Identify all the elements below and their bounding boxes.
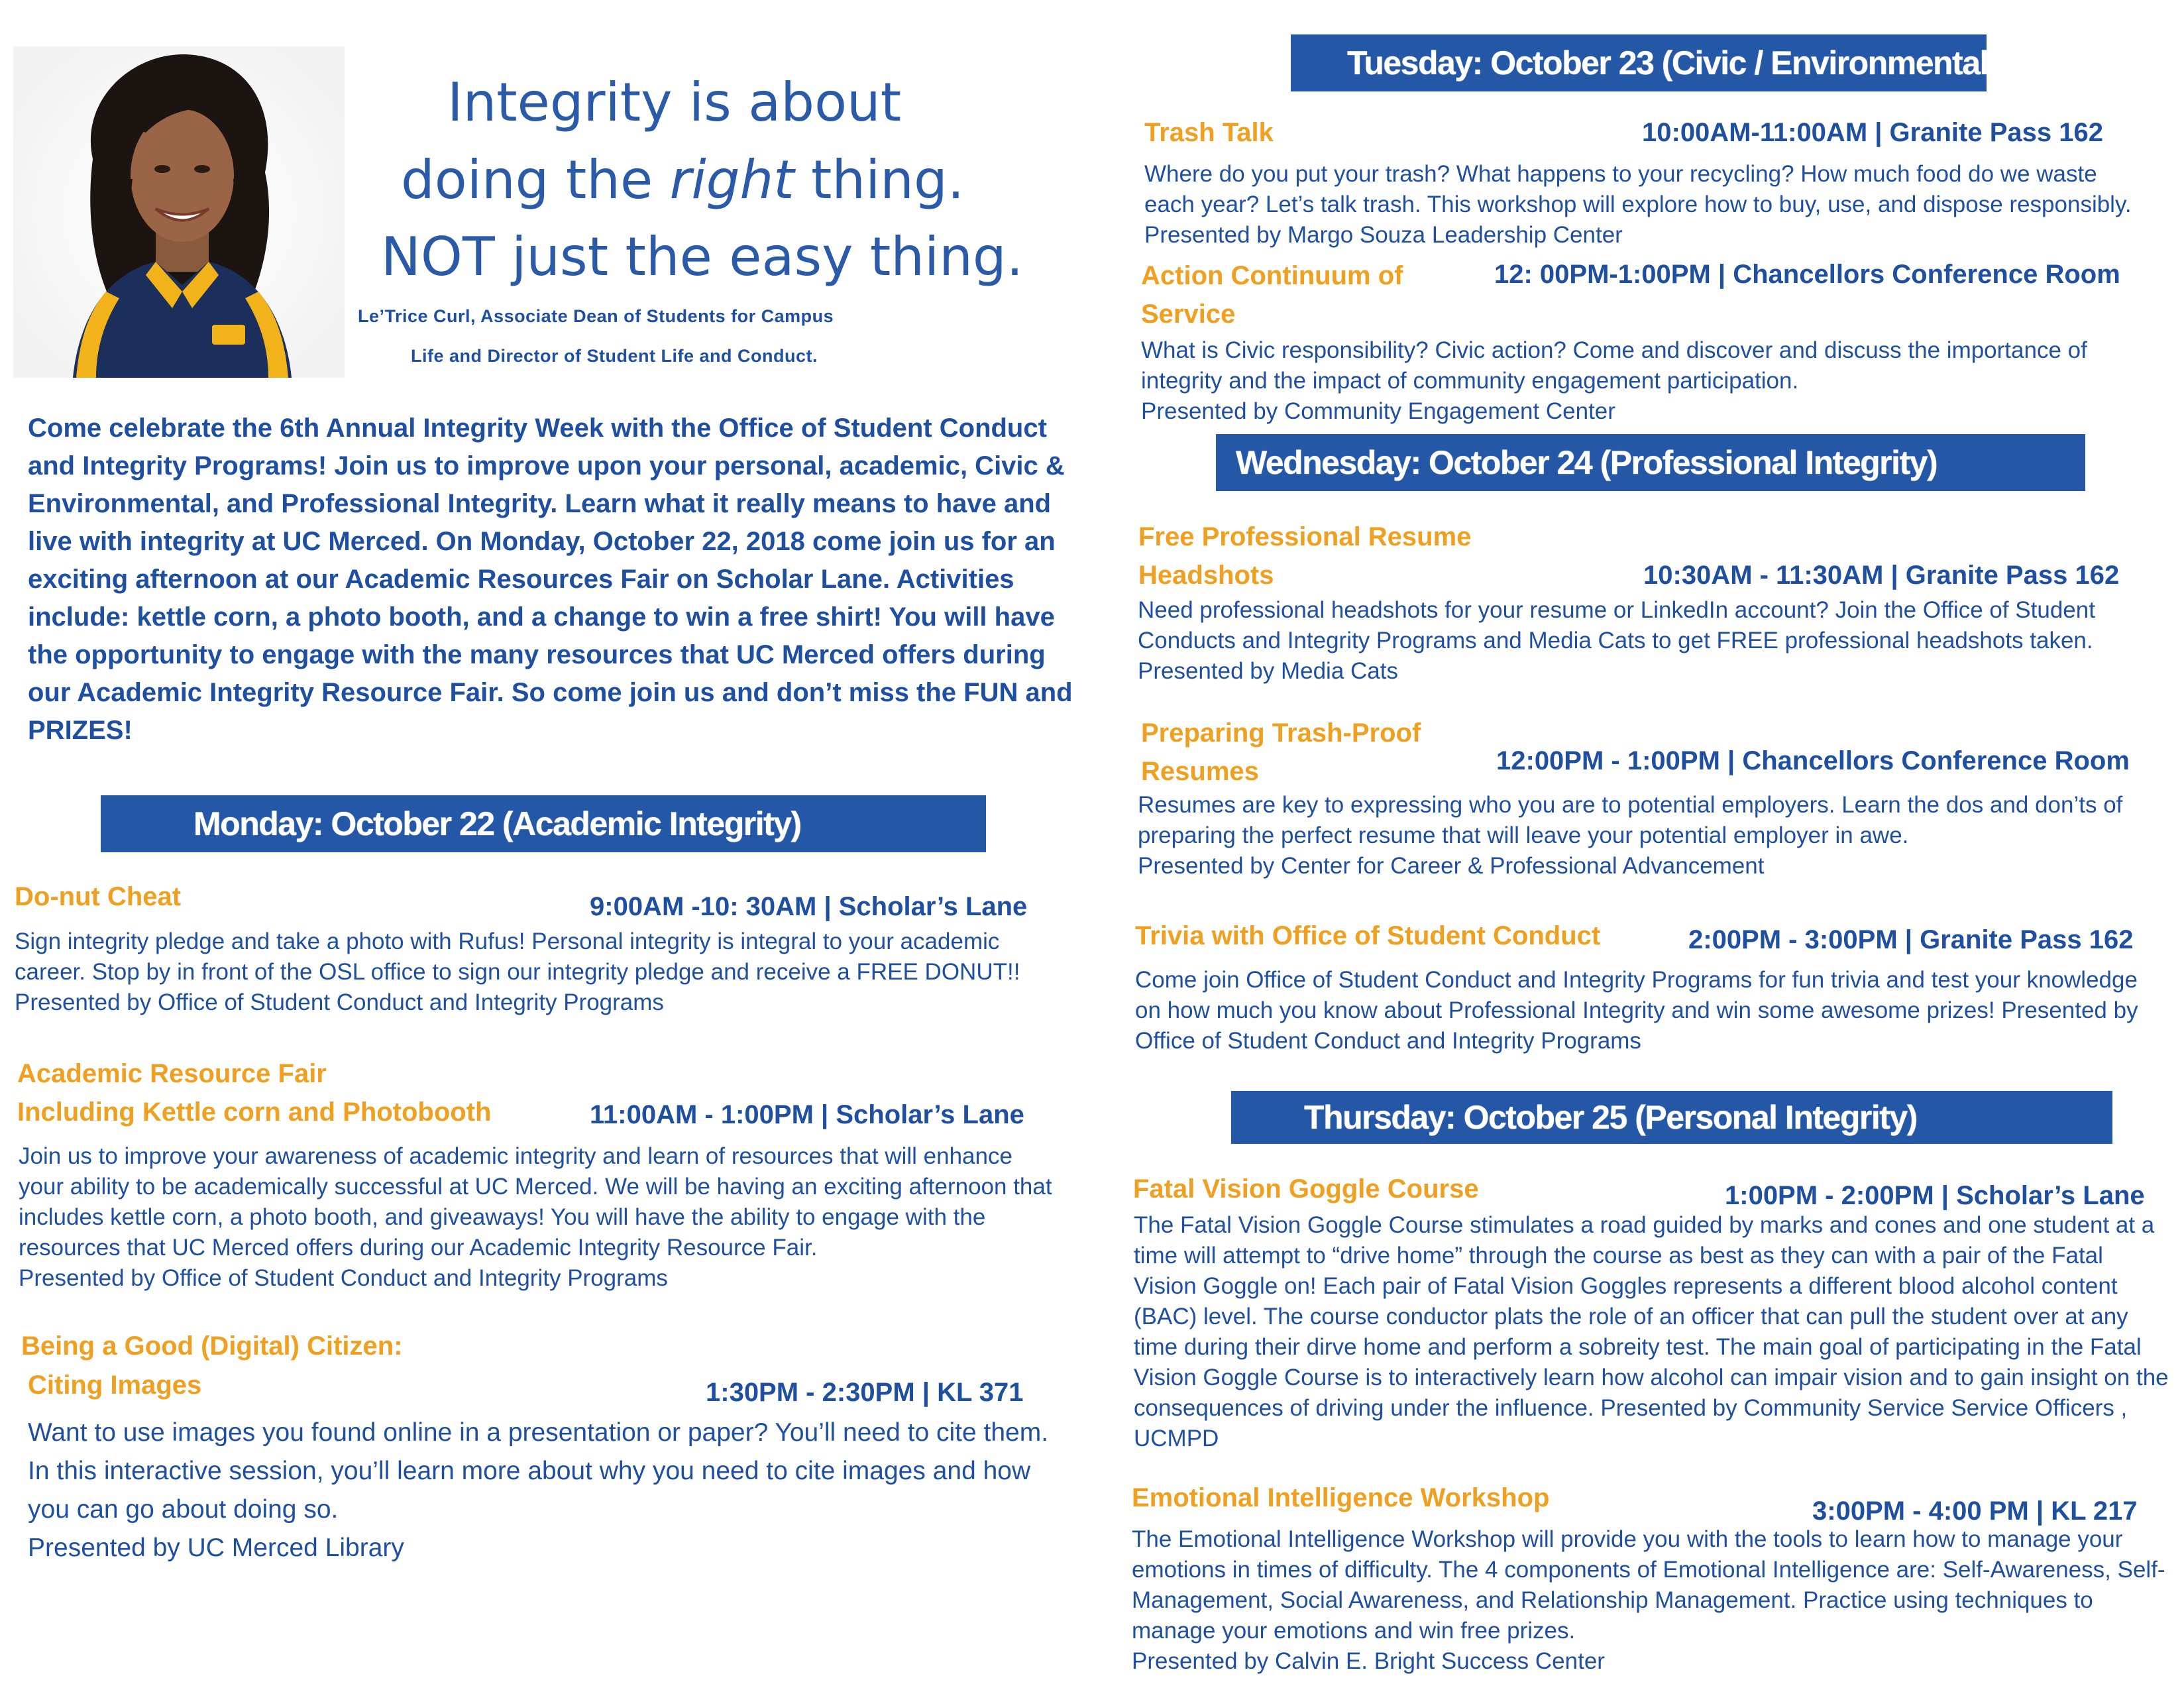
event-description-text: Resumes are key to expressing who you are to potential employers. Learn the dos and don’ts of preparing the perfect resume that will leave your potential employer in awe. <box>1138 792 2123 848</box>
portrait-illustration <box>13 46 345 378</box>
event-presenter: Presented by Office of Student Conduct and Integrity Programs <box>19 1265 668 1291</box>
event-title-line-2: Service <box>1141 300 1236 329</box>
event-description-text: Need professional headshots for your resume or LinkedIn account? Join the Office of Student Conducts and Integrity Programs and Media Cats to get FREE professional headshots taken. Presented by Media Cats <box>1138 597 2095 684</box>
event-description-text: Join us to improve your awareness of academic integrity and learn of resources that will enhance your ability to be academically successful at UC Merced. We will be having an exciting afternoon that includes kettle corn, a photo booth, and giveaways! You will have the ability to engage with the resources that UC Merced offers during our Academic Integrity Resource Fair. <box>19 1143 1052 1261</box>
event-presenter: Presented by Calvin E. Bright Success Center <box>1132 1648 1605 1674</box>
quote-emphasis: right <box>669 149 794 211</box>
wednesday-header-bar: Wednesday: October 24 (Professional Integrity) <box>1216 434 2085 491</box>
event-description <box>1132 1524 2165 1677</box>
event-title: Emotional Intelligence Workshop <box>1132 1483 1550 1512</box>
event-description-text: Sign integrity pledge and take a photo with Rufus! Personal integrity is integral to your academic career. Stop by in front of the OSL office to sign our integrity pledge and receive a FREE DONUT!! <box>15 929 1020 985</box>
event-description <box>1138 790 2158 881</box>
event-time: 12:00PM - 1:00PM | Chancellors Conference Room <box>1496 746 2130 775</box>
event-title: Trivia with Office of Student Conduct <box>1135 921 1601 950</box>
quote-line-2 <box>401 149 965 211</box>
event-time: 12: 00PM-1:00PM | Chancellors Conference Room <box>1494 260 2120 289</box>
event-description <box>28 1414 1062 1567</box>
event-time: 1:30PM - 2:30PM | KL 371 <box>706 1378 1024 1407</box>
event-title: Do-nut Cheat <box>15 882 182 911</box>
quote-line-2-start: doing the <box>401 149 670 211</box>
event-title-line-1: Being a Good (Digital) Citizen: <box>21 1331 403 1361</box>
quote-attribution-1: Le’Trice Curl, Associate Dean of Students for Campus <box>358 306 834 326</box>
event-presenter: Presented by Center for Career & Professional Advancement <box>1138 853 1765 879</box>
thursday-header-bar: Thursday: October 25 (Personal Integrity) <box>1231 1091 2112 1144</box>
event-title-line-2: Citing Images <box>28 1371 202 1400</box>
event-title-line-2: Resumes <box>1141 757 1259 786</box>
event-description <box>15 927 1068 1018</box>
event-time: 2:00PM - 3:00PM | Granite Pass 162 <box>1688 925 2134 954</box>
event-time: 3:00PM - 4:00 PM | KL 217 <box>1812 1496 2138 1526</box>
event-title-line-1: Preparing Trash-Proof <box>1141 718 1421 748</box>
event-description-text: The Emotional Intelligence Workshop will provide you with the tools to learn how to manage your emotions in times of difficulty. The 4 components of Emotional Intelligence are: Self-Awareness, Self-Management, Social Awareness, and Relationship Management. Practice using techniques to manage your emotions and win free prizes. <box>1132 1526 2165 1644</box>
event-description-text: What is Civic responsibility? Civic action? Come and discover and discuss the importance of integrity and the impact of community engagement participation. <box>1141 337 2087 394</box>
event-description-text: The Fatal Vision Goggle Course stimulates a road guided by marks and cones and one student at a time will attempt to “drive home” through the course as best as they can with a pair of the Fatal Vision Goggle on! Each pair of Fatal Vision Goggles represents a different blood alcohol content (BAC) level. The course conductor plats the role of an officer that can pull the student over at any time during their dirve home and perform a sobreity test. The main goal of participating in the Fatal Vision Goggle Course is to interactively learn how alcohol can impair vision and to gain insight on the consequences of driving under the influence. Presented by Community Service Service Officers , UCMPD <box>1134 1212 2169 1451</box>
quote-attribution-2: Life and Director of Student Life and Conduct. <box>411 346 818 366</box>
event-description-text: Come join Office of Student Conduct and Integrity Programs for fun trivia and test your knowledge on how much you know about Professional Integrity and win some awesome prizes! Presented by Office of Student Conduct and Integrity Programs <box>1135 967 2138 1054</box>
event-title-line-1: Free Professional Resume <box>1138 522 1472 551</box>
event-description <box>1134 1210 2171 1454</box>
event-title-line-2: Headshots <box>1138 561 1274 590</box>
event-description <box>1144 159 2152 251</box>
event-time: 10:30AM - 11:30AM | Granite Pass 162 <box>1643 561 2120 590</box>
monday-header-bar: Monday: October 22 (Academic Integrity) <box>101 795 986 852</box>
event-title-line-2: Including Kettle corn and Photobooth <box>17 1098 492 1127</box>
event-presenter: Presented by Community Engagement Center <box>1141 398 1615 424</box>
event-title: Fatal Vision Goggle Course <box>1133 1174 1479 1204</box>
event-title: Trash Talk <box>1144 118 1274 147</box>
quote-line-3: NOT just the easy thing. <box>381 226 1024 288</box>
event-time: 10:00AM-11:00AM | Granite Pass 162 <box>1642 118 2103 147</box>
portrait-photo <box>13 46 345 378</box>
event-title-line-1: Action Continuum of <box>1141 261 1403 290</box>
event-presenter: Presented by Office of Student Conduct and Integrity Programs <box>15 989 664 1015</box>
event-description <box>19 1141 1052 1294</box>
event-presenter: Presented by UC Merced Library <box>28 1534 404 1562</box>
quote-line-1: Integrity is about <box>447 72 902 133</box>
event-time: 9:00AM -10: 30AM | Scholar’s Lane <box>590 892 1028 921</box>
event-description-text: Want to use images you found online in a presentation or paper? You’ll need to cite them. In this interactive session, you’ll learn more about why you need to cite images and how you can go about doing so. <box>28 1418 1049 1524</box>
intro-paragraph: Come celebrate the 6th Annual Integrity Week with the Office of Student Conduct and Integrity Programs! Join us to improve upon your personal, academic, Civic & Environmental, and Professional Integrity. Learn what it really means to have and live with integrity at UC Merced. On Monday, October 22, 2018 come join us for an exciting afternoon at our Academic Resources Fair on Scholar Lane. Activities include: kettle corn, a photo booth, and a change to win a free shirt! You will have the opportunity to engage with the many resources that UC Merced offers during our Academic Integrity Resource Fair. So come join us and don’t miss the FUN and PRIZES! <box>28 414 1073 745</box>
event-description <box>1141 335 2148 427</box>
event-time: 11:00AM - 1:00PM | Scholar’s Lane <box>590 1100 1024 1129</box>
event-time: 1:00PM - 2:00PM | Scholar’s Lane <box>1725 1181 2145 1210</box>
event-description-text: Where do you put your trash? What happens to your recycling? How much food do we waste each year? Let’s talk trash. This workshop will explore how to buy, use, and dispose responsibly. Presented by Margo Souza Leadership Center <box>1144 161 2132 248</box>
event-title-line-1: Academic Resource Fair <box>17 1059 327 1088</box>
event-description <box>1135 965 2156 1056</box>
quote-line-2-end: thing. <box>794 149 965 211</box>
tuesday-header-bar: Tuesday: October 23 (Civic / Environmental) <box>1291 34 1987 91</box>
event-description <box>1138 595 2158 687</box>
